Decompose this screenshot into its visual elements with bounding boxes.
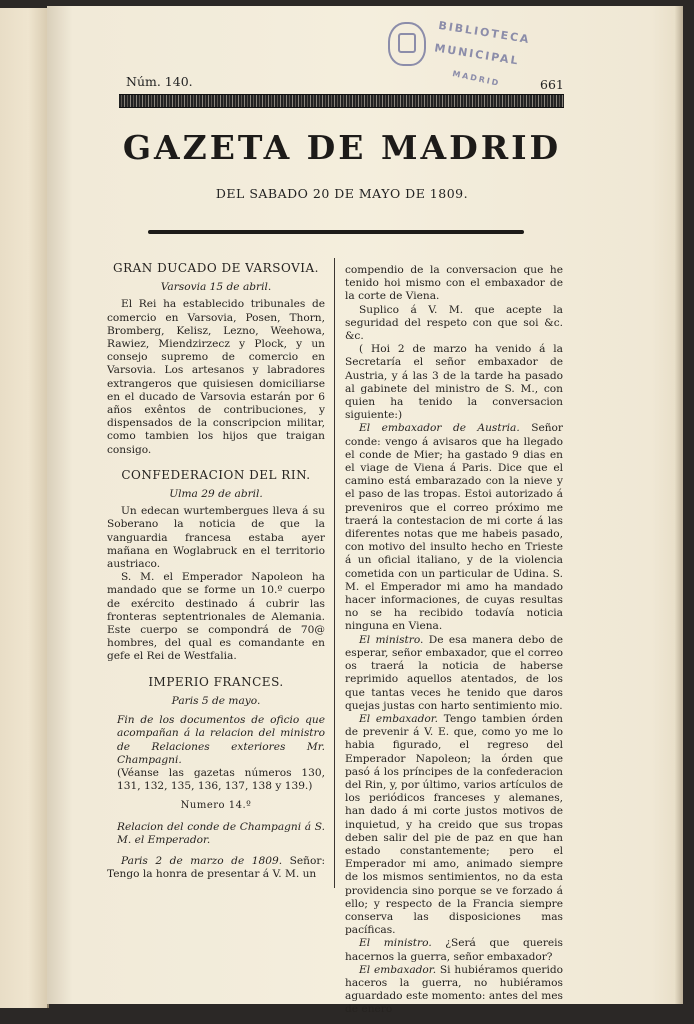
letter-text: Señor: Tengo la honra de presentar á V. M. un: [107, 854, 326, 881]
dialogue-ministro-2: [345, 937, 563, 963]
masthead-title: GAZETA DE MADRID: [122, 128, 562, 167]
page-edge: [675, 6, 683, 1004]
paragraph-suplico: Suplico á V. M. que acepte la seguridad del respeto con que soi &c. &c.: [345, 303, 563, 343]
dialogue-embaxador-2: [345, 713, 563, 937]
speaker-embaxador-austria: El embaxador de Austria.: [359, 422, 520, 435]
section-title-imperio: IMPERIO FRANCES.: [148, 674, 284, 689]
dateline-paris: Paris 5 de mayo.: [171, 694, 261, 707]
dateline-ulma: Ulma 29 de abril.: [169, 488, 263, 501]
stamp-line-2: MUNICIPAL: [433, 41, 521, 68]
numero-heading: Numero 14.º: [180, 800, 252, 812]
dialogue-embaxador-1: [345, 422, 563, 633]
section-title-varsovia: GRAN DUCADO DE VARSOVIA.: [113, 261, 319, 275]
paragraph-napoleon: S. M. el Emperador Napoleon ha mandado que se forme un 10.º cuerpo de exército destinado á cubrir las fronteras septentrionales de Alemania. Este cuerpo se compondrá de 70@ hombres, del qual es comandante en gefe el Rei de Westfalia.: [107, 571, 325, 663]
documents-note: Fin de los documentos de oficio que acompañan á la relacion del ministro de Relaciones exteriores Mr. Champagni.: [117, 714, 325, 766]
documents-reference: (Véanse las gazetas números 130, 131, 132, 135, 136, 137, 138 y 139.): [117, 766, 325, 793]
column-left: [107, 258, 325, 881]
page-number: 661: [540, 77, 564, 92]
paragraph-hoi: ( Hoi 2 de marzo ha venido á la Secretaría el señor embaxador de Austria, y á las 3 de la tarde ha pasado al gabinete del ministro de S. M., con quien ha tenido la conversacion siguiente:): [345, 343, 563, 422]
relacion-heading: Relacion del conde de Champagni á S. M. el Emperador.: [117, 820, 325, 846]
stamp-line-1: BIBLIOTECA: [437, 18, 532, 47]
library-stamp: [388, 20, 548, 100]
dialogue-text-2: De esa manera debo de esperar, señor embaxador, que el correo os traerá la noticia de haberse reprimido aquellos atentados, de los que tantas veces he tenido que daros quejas justas con harto sentimiento mio.: [345, 633, 563, 712]
left-page-edge: [0, 8, 49, 1008]
paragraph-edecan: Un edecan wurtembergues lleva á su Soberano la noticia de que la vanguardia francesa estaba ayer mañana en Woglabruck en el territorio austriaco.: [107, 505, 325, 571]
dialogue-text-5: Si hubiéramos querido haceros la guerra, no hubiéramos aguardado este momento: antes del mes de enero: [345, 963, 563, 1016]
letter-date: Paris 2 de marzo de 1809.: [121, 854, 283, 867]
dialogue-text-1: Señor conde: vengo á avisaros que ha llegado el conde de Mier; ha gastado 9 dias en el viage de Viena á Paris. Dice que el camino está embarazado con la nieve y el paso de las tropas. Estoi autorizado á preveniros que el correo próximo me traerá la contestacion de mi corte á las diferentes notas que me habeis pasado, con motivo del insulto hecho en Trieste á un oficial italiano, y de la violencia cometida con un particular de Udina. S. M. el Emperador mi amo ha mandado hacer informaciones, de cuyas resultas no se ha recibido todavía noticia ninguna en Viena.: [345, 422, 563, 633]
speaker-embaxador-3: El embaxador.: [359, 963, 437, 976]
dialogue-text-4: ¿Será que quereis hacernos la guerra, señor embaxador?: [345, 937, 563, 963]
coat-of-arms-icon: [388, 22, 426, 66]
column-right: [345, 264, 563, 1017]
speaker-ministro: El ministro.: [359, 633, 424, 646]
dateline-varsovia: Varsovia 15 de abril.: [160, 281, 272, 294]
dialogue-text-3: Tengo tambien órden de prevenir á V. E. que, como yo me lo habia figurado, el regreso del Emperador Napoleon; la órden que pasó á los príncipes de la confederacion del Rin, y, por último, varios artículos de los periódicos franceses y alemanes, han dado á mi corte justos motivos de inquietud, y ha creido que sus tropas deben salir del pie de paz en que han estado constantemente; pero el Emperador mi amo, animado siempre de los mismos sentimientos, no da esta providencia sino porque se ve forzado á ello; y respecto de la Francia siempre conserva las disposiciones mas pacíficas.: [345, 712, 563, 937]
dialogue-ministro-1: [345, 634, 563, 713]
issue-date: DEL SABADO 20 DE MAYO DE 1809.: [215, 186, 469, 201]
paragraph-compendio: compendio de la conversacion que he tenido hoi mismo con el embaxador de la corte de Viena.: [345, 264, 563, 303]
speaker-ministro-2: El ministro.: [359, 937, 432, 950]
speaker-embaxador: El embaxador.: [359, 712, 439, 725]
dialogue-embaxador-3: [345, 964, 563, 1017]
issue-number: Núm. 140.: [126, 74, 193, 89]
section-title-confederacion: CONFEDERACION DEL RIN.: [121, 467, 311, 482]
ornamental-rule: [119, 94, 564, 108]
header-rule: [148, 230, 524, 234]
paragraph-paris-letter: [107, 855, 325, 881]
paragraph-varsovia: El Rei ha establecido tribunales de comercio en Varsovia, Posen, Thorn, Bromberg, Kelisz, Lezno, Weehowa, Rawiez, Miendzirzecz y Plock, y un consejo supremo de comercio en Varsovia. Los artesanos y labradores extrangeros que quisiesen domiciliarse en el ducado de Varsovia estarán por 6 años exêntos de contribuciones, y dispensados de la conscripcion militar, como tambien los hijos que traigan consigo.: [107, 298, 325, 456]
column-divider: [334, 258, 335, 888]
stamp-line-3: MADRID: [451, 69, 501, 88]
